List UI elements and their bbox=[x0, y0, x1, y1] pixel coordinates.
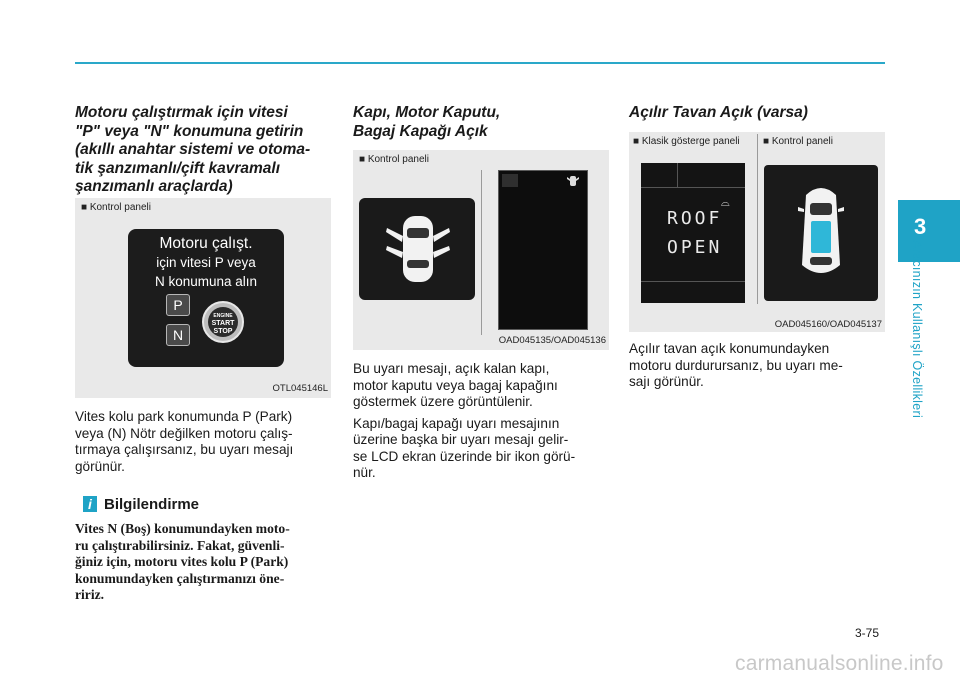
display-icon-slot bbox=[502, 174, 518, 187]
col1-figure bbox=[75, 198, 331, 398]
segment-lcd-display bbox=[641, 163, 745, 303]
car-sunroof-open-icon bbox=[764, 165, 878, 301]
col3-body: Açılır tavan açık konumundayken motoru durdurursanız, bu uyarı me- sajı görünür. bbox=[629, 341, 843, 389]
door-icon-display bbox=[498, 170, 588, 330]
roof-icon: ⌓ bbox=[721, 197, 730, 209]
col3-figure bbox=[629, 132, 885, 332]
top-rule bbox=[75, 62, 885, 64]
lcd-display bbox=[128, 229, 284, 367]
col2-heading: Kapı, Motor Kaputu, Bagaj Kapağı Açık bbox=[353, 104, 501, 140]
col1-panel-label: ■ Kontrol paneli bbox=[81, 202, 151, 213]
chapter-tab[interactable] bbox=[898, 200, 960, 262]
engine-start-stop-icon: ENGINE START STOP bbox=[202, 301, 244, 343]
door-open-display bbox=[359, 198, 475, 300]
chapter-number: 3 bbox=[914, 214, 927, 239]
col1-body: Vites kolu park konumunda P (Park) veya (N) Nötr değilken motoru çalış- tırmaya çalışırsanız, bu uyarı mesajı görünür. bbox=[75, 409, 294, 474]
info-icon: i bbox=[83, 496, 97, 512]
page-number: 3-75 bbox=[855, 626, 880, 640]
watermark: carmanualsonline.info bbox=[735, 652, 944, 675]
door-open-small-icon bbox=[567, 174, 579, 188]
col3-figure-code: OAD045160/OAD045137 bbox=[774, 319, 882, 330]
lcd-message: Motoru çalışt. için vitesi P veya N konumuna alın bbox=[154, 235, 258, 289]
gear-p-indicator: P bbox=[166, 294, 190, 316]
info-note: Vites N (Boş) konumundayken moto- ru çalıştırabilirsiniz. Fakat, güvenli- ğiniz için, motoru vites kolu P (Park) konumundayken çalıştırmanızı öne- ririz. bbox=[75, 521, 290, 602]
lcd-roof-text: ROOF bbox=[667, 208, 723, 229]
car-doors-open-icon bbox=[359, 198, 475, 300]
sunroof-display bbox=[764, 165, 878, 301]
col3-heading: Açılır Tavan Açık (varsa) bbox=[629, 104, 808, 121]
col2-panel-label: ■ Kontrol paneli bbox=[359, 154, 429, 165]
col3-label-control: ■ Kontrol paneli bbox=[763, 136, 833, 147]
chapter-title: Aracınızın Kullanışlı Özellikleri bbox=[910, 240, 924, 419]
col1-heading: Motoru çalıştırmak için vitesi "P" veya "N" konumuna getirin (akıllı anahtar sistemi ve otoma- tik şanzımanlı/çift kavramalı şanzımanlı araçlarda) bbox=[75, 104, 311, 195]
col2-body: Bu uyarı mesajı, açık kalan kapı, motor kaputu veya bagaj kapağını göstermek üzere görüntülenir. Kapı/bagaj kapağı uyarı mesajının üzerine başka bir uyarı mesajı gelir- se LCD ekran üzerinde bir ikon görü- nür. bbox=[353, 361, 576, 480]
col3-label-classic: ■ Klasik gösterge paneli bbox=[633, 136, 740, 147]
gear-n-indicator: N bbox=[166, 324, 190, 346]
col2-figure bbox=[353, 150, 609, 350]
col2-figure-code: OAD045135/OAD045136 bbox=[498, 335, 606, 346]
col1-figure-code: OTL045146L bbox=[272, 383, 328, 394]
lcd-open-text: OPEN bbox=[667, 237, 723, 258]
info-title: Bilgilendirme bbox=[104, 496, 200, 513]
